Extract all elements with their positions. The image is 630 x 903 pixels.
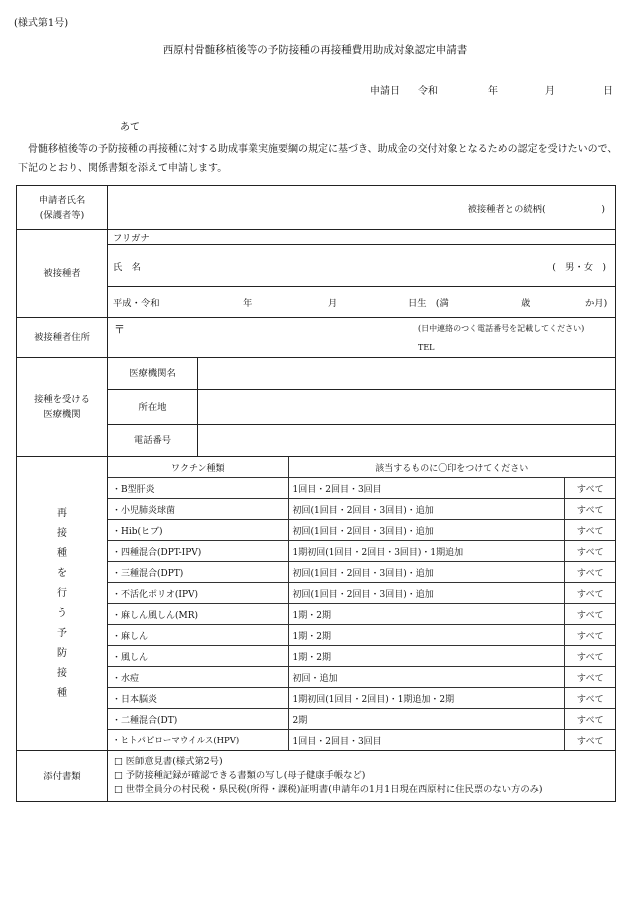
- attachments-list: [108, 751, 616, 802]
- application-date-day: 日: [603, 86, 613, 97]
- vaccine-doses[interactable]: 1期・2期: [288, 625, 565, 646]
- vaccine-all-option[interactable]: すべて: [565, 520, 615, 541]
- vaccine-type-header: ワクチン種類: [108, 457, 288, 478]
- applicant-field[interactable]: [108, 186, 616, 230]
- facility-location-field[interactable]: [198, 390, 616, 425]
- document-title: 西原村骨髄移植後等の予防接種の再接種費用助成対象認定申請書: [162, 44, 468, 56]
- application-form-table: [16, 185, 616, 802]
- birth-month: 月: [328, 298, 338, 309]
- attachment-item-checkbox[interactable]: □ 医師意見書(様式第2号): [114, 756, 223, 767]
- furigana-field[interactable]: [108, 230, 616, 245]
- vaccine-row: [108, 562, 615, 583]
- vaccine-name: ・二種混合(DT): [108, 709, 288, 730]
- vaccine-name: ・Hib(ヒブ): [108, 520, 288, 541]
- facility-label-line1: 接種を受ける: [34, 394, 90, 405]
- attachments-label: 添付書類: [17, 751, 108, 802]
- vertical-char: 種: [57, 547, 67, 559]
- age-months: か月): [585, 298, 608, 309]
- vaccine-row: [108, 730, 615, 751]
- vaccine-table-cell: [108, 457, 616, 751]
- vaccine-name: ・不活化ポリオ(IPV): [108, 583, 288, 604]
- facility-location-label: 所在地: [108, 390, 198, 425]
- vaccine-row: [108, 709, 615, 730]
- relationship-label: 被接種者との続柄( ): [467, 203, 605, 215]
- vaccine-all-option[interactable]: すべて: [565, 625, 615, 646]
- vaccine-doses[interactable]: 2期: [288, 709, 565, 730]
- vaccine-all-option[interactable]: すべて: [565, 604, 615, 625]
- vaccine-row: [108, 604, 615, 625]
- application-date-era: 令和: [418, 86, 438, 97]
- intro-text: 骨髄移植後等の予防接種の再接種に対する助成事業実施要綱の規定に基づき、助成金の交付対象となるための認定を受けたいので、下記のとおり、関係書類を添えて申請します。: [18, 144, 618, 174]
- vaccine-doses[interactable]: 初回(1回目・2回目・3回目)・追加: [288, 520, 565, 541]
- vaccine-name: ・ヒトパピローマウイルス(HPV): [108, 730, 288, 751]
- vaccine-name: ・日本脳炎: [108, 688, 288, 709]
- vaccine-row: [108, 499, 615, 520]
- application-date-label: 申請日: [370, 86, 400, 97]
- address-label: 被接種者住所: [17, 318, 108, 358]
- vaccine-doses[interactable]: 初回(1回目・2回目・3回目)・追加: [288, 583, 565, 604]
- vaccine-doses[interactable]: 初回(1回目・2回目・3回目)・追加: [288, 562, 565, 583]
- birthdate-field[interactable]: [108, 287, 616, 318]
- vaccine-all-option[interactable]: すべて: [565, 583, 615, 604]
- facility-name-label: 医療機関名: [108, 358, 198, 390]
- vaccine-all-option[interactable]: すべて: [565, 541, 615, 562]
- vaccine-doses[interactable]: 初回(1回目・2回目・3回目)・追加: [288, 499, 565, 520]
- birth-year: 年: [243, 298, 253, 309]
- revaccination-label: [17, 457, 108, 751]
- application-date-year: 年: [488, 86, 498, 97]
- recipient-name-field[interactable]: [108, 245, 616, 287]
- birth-era: 平成・令和: [113, 298, 160, 309]
- vaccine-row: [108, 688, 615, 709]
- vertical-char: 防: [57, 647, 67, 659]
- recipient-label: 被接種者: [17, 230, 108, 318]
- facility-label: [17, 358, 108, 457]
- attachment-item-checkbox[interactable]: □ 世帯全員分の村民税・県民税(所得・課税)証明書(申請年の1月1日現在西原村に住民票のない方のみ): [114, 784, 543, 795]
- vertical-char: を: [57, 567, 67, 579]
- postal-mark: 〒: [114, 323, 125, 336]
- vaccine-name: ・B型肝炎: [108, 478, 288, 499]
- vaccine-table: [108, 457, 615, 750]
- facility-phone-field[interactable]: [198, 425, 616, 457]
- vaccine-all-option[interactable]: すべて: [565, 730, 615, 751]
- vaccine-name: ・三種混合(DPT): [108, 562, 288, 583]
- vaccine-doses[interactable]: 1回目・2回目・3回目: [288, 730, 565, 751]
- tel-label: TEL: [418, 343, 435, 352]
- vaccine-name: ・麻しん: [108, 625, 288, 646]
- applicant-label: [17, 186, 108, 230]
- vaccine-row: [108, 541, 615, 562]
- addressee: あて: [120, 122, 140, 133]
- vertical-char: 種: [57, 687, 67, 699]
- vaccine-all-option[interactable]: すべて: [565, 646, 615, 667]
- vertical-char: う: [57, 607, 67, 619]
- vaccine-all-option[interactable]: すべて: [565, 499, 615, 520]
- vaccine-name: ・水痘: [108, 667, 288, 688]
- vaccine-all-option[interactable]: すべて: [565, 478, 615, 499]
- vaccine-name: ・風しん: [108, 646, 288, 667]
- sex-selector[interactable]: ( 男・女 ): [552, 261, 606, 273]
- vaccine-doses[interactable]: 1回目・2回目・3回目: [288, 478, 565, 499]
- vaccine-row: [108, 520, 615, 541]
- vaccine-row: [108, 583, 615, 604]
- vaccine-doses[interactable]: 1期初回(1回目・2回目・3回目)・1期追加: [288, 541, 565, 562]
- vaccine-doses[interactable]: 初回・追加: [288, 667, 565, 688]
- form-number: (様式第1号): [14, 18, 69, 29]
- vertical-char: 行: [57, 587, 67, 599]
- vaccine-all-option[interactable]: すべて: [565, 667, 615, 688]
- vertical-char: 再: [57, 507, 67, 519]
- vaccine-name: ・麻しん風しん(MR): [108, 604, 288, 625]
- facility-phone-label: 電話番号: [108, 425, 198, 457]
- vaccine-name: ・四種混合(DPT-IPV): [108, 541, 288, 562]
- name-label: 氏 名: [113, 261, 141, 273]
- age-years: 歳: [521, 298, 531, 309]
- vaccine-name: ・小児肺炎球菌: [108, 499, 288, 520]
- application-date-month: 月: [545, 86, 555, 97]
- vaccine-row: [108, 646, 615, 667]
- vertical-char: 接: [57, 527, 67, 539]
- vaccine-row: [108, 478, 615, 499]
- birth-day: 日生 (満: [408, 298, 449, 309]
- vertical-char: 接: [57, 667, 67, 679]
- phone-note: (日中連絡のつく電話番号を記載してください): [418, 324, 585, 333]
- address-field[interactable]: [108, 318, 616, 358]
- applicant-label-line2: (保護者等): [39, 209, 85, 221]
- instruction-header: 該当するものに〇印をつけてください: [288, 457, 615, 478]
- vaccine-all-option[interactable]: すべて: [565, 562, 615, 583]
- attachment-item-checkbox[interactable]: □ 予防接種記録が確認できる書類の写し(母子健康手帳など): [114, 770, 366, 781]
- facility-label-line2: 医療機関: [43, 409, 81, 420]
- vertical-char: 予: [57, 627, 67, 639]
- applicant-label-line1: 申請者氏名: [38, 194, 86, 206]
- facility-name-field[interactable]: [198, 358, 616, 390]
- vaccine-doses[interactable]: 1期・2期: [288, 604, 565, 625]
- vaccine-doses[interactable]: 1期初回(1回目・2回目)・1期追加・2期: [288, 688, 565, 709]
- vaccine-all-option[interactable]: すべて: [565, 688, 615, 709]
- vaccine-row: [108, 667, 615, 688]
- vaccine-doses[interactable]: 1期・2期: [288, 646, 565, 667]
- vaccine-all-option[interactable]: すべて: [565, 709, 615, 730]
- vaccine-row: [108, 625, 615, 646]
- furigana-label: フリガナ: [113, 233, 150, 244]
